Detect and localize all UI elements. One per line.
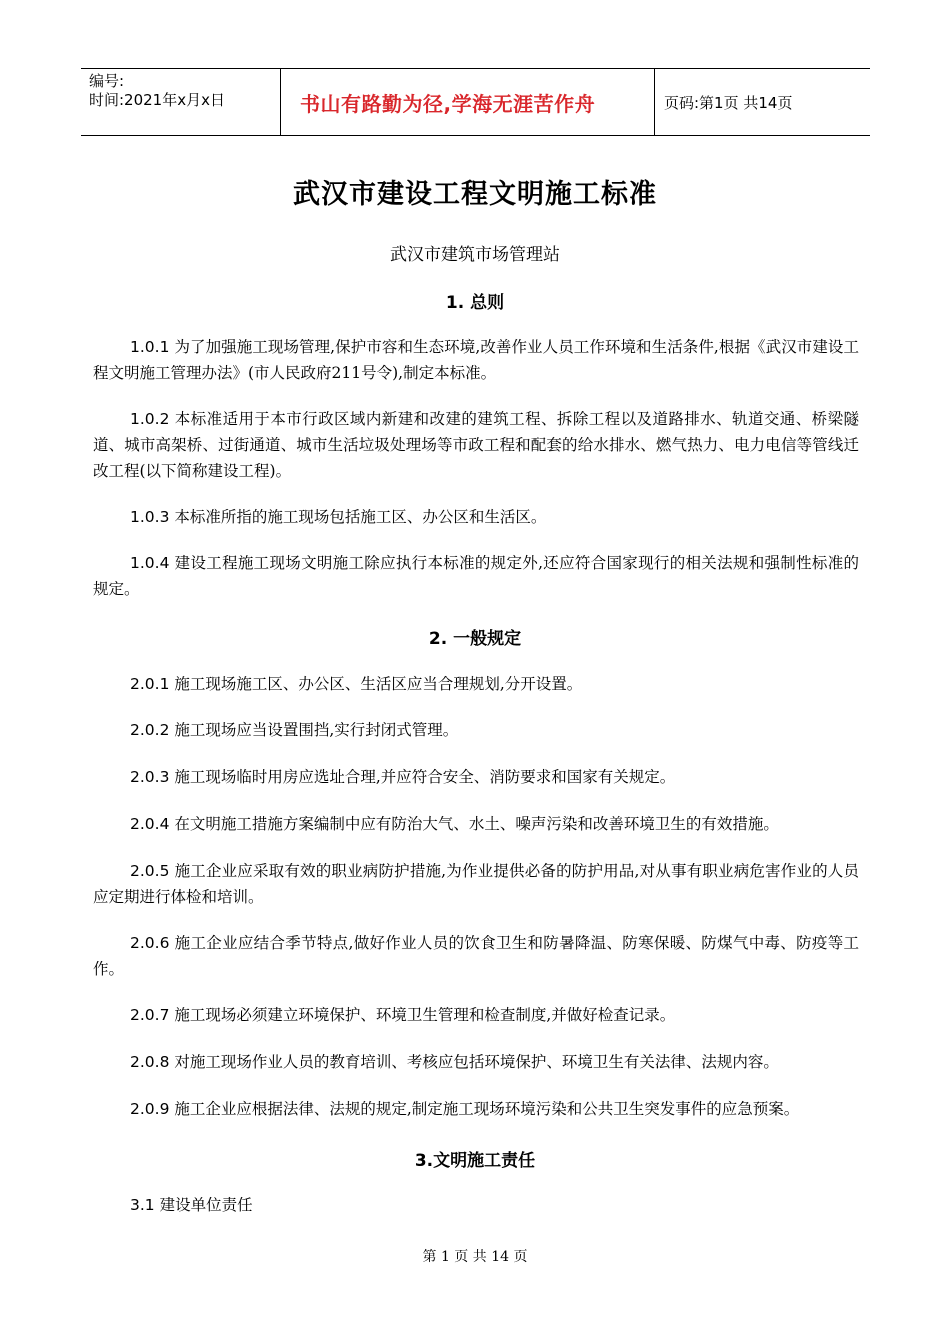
section-heading-2: 2. 一般规定 <box>428 629 522 649</box>
clause-text: 本标准适用于本市行政区域内新建和改建的建筑工程、拆除工程以及道路排水、轨道交通、桥梁隧道、城市高架桥、过街通道、城市生活垃圾处理场等市政工程和配套的给水排水、燃气热力、电力电信等管线迁改工程(以下简称建设工程)。 <box>93 410 859 480</box>
paragraph-1-0-1 <box>93 334 859 386</box>
clause-text: 施工现场应当设置围挡,实行封闭式管理。 <box>169 721 459 739</box>
clause-number: 2.0.6 <box>130 934 170 952</box>
paragraph-2-0-8 <box>93 1049 859 1075</box>
section-heading-3: 3.文明施工责任 <box>414 1151 536 1171</box>
paragraph-1-0-3 <box>93 504 859 530</box>
clause-text: 施工企业应结合季节特点,做好作业人员的饮食卫生和防暑降温、防寒保暖、防煤气中毒、防疫等工作。 <box>93 934 859 978</box>
time-label: 时间:2021年x月x日 <box>89 91 225 109</box>
clause-number: 2.0.2 <box>130 721 170 739</box>
paragraph-2-0-3 <box>93 764 859 790</box>
paragraph-2-0-9 <box>93 1096 859 1122</box>
paragraph-2-0-7 <box>93 1002 859 1028</box>
clause-text: 建设工程施工现场文明施工除应执行本标准的规定外,还应符合国家现行的相关法规和强制性标准的规定。 <box>93 554 859 598</box>
clause-text: 为了加强施工现场管理,保护市容和生态环境,改善作业人员工作环境和生活条件,根据《武汉市建设工程文明施工管理办法》(市人民政府211号令),制定本标准。 <box>93 338 859 382</box>
motto-text: 书山有路勤为径,学海无涯苦作舟 <box>300 91 596 116</box>
clause-number: 3.1 <box>130 1196 155 1214</box>
paragraph-3-1 <box>93 1192 859 1218</box>
page-info: 页码:第1页 共14页 <box>664 93 793 112</box>
page-header <box>81 68 870 136</box>
clause-text: 建设单位责任 <box>154 1196 253 1214</box>
number-label: 编号: <box>89 72 125 90</box>
paragraph-1-0-2 <box>93 406 859 484</box>
clause-number: 1.0.1 <box>130 338 170 356</box>
clause-text: 在文明施工措施方案编制中应有防治大气、水土、噪声污染和改善环境卫生的有效措施。 <box>169 815 779 833</box>
section-heading-1: 1. 总则 <box>445 293 505 313</box>
clause-number: 2.0.4 <box>130 815 170 833</box>
clause-text: 施工现场施工区、办公区、生活区应当合理规划,分开设置。 <box>169 675 583 693</box>
clause-text: 施工现场必须建立环境保护、环境卫生管理和检查制度,并做好检查记录。 <box>169 1006 676 1024</box>
clause-number: 2.0.3 <box>130 768 170 786</box>
document-title: 武汉市建设工程文明施工标准 <box>293 179 657 210</box>
clause-number: 1.0.2 <box>130 410 170 428</box>
page-footer: 第 1 页 共 14 页 <box>422 1249 528 1265</box>
clause-number: 2.0.7 <box>130 1006 170 1024</box>
document-subtitle: 武汉市建筑市场管理站 <box>390 245 560 265</box>
clause-text: 施工企业应根据法律、法规的规定,制定施工现场环境污染和公共卫生突发事件的应急预案。 <box>169 1100 800 1118</box>
clause-number: 1.0.3 <box>130 508 170 526</box>
clause-text: 施工现场临时用房应选址合理,并应符合安全、消防要求和国家有关规定。 <box>169 768 676 786</box>
clause-number: 2.0.1 <box>130 675 170 693</box>
clause-text: 施工企业应采取有效的职业病防护措施,为作业提供必备的防护用品,对从事有职业病危害作业的人员应定期进行体检和培训。 <box>93 862 859 906</box>
header-motto-cell <box>281 69 655 135</box>
paragraph-2-0-2 <box>93 717 859 743</box>
header-page-cell <box>655 69 870 135</box>
clause-number: 2.0.9 <box>130 1100 170 1118</box>
header-meta-cell <box>81 69 281 135</box>
paragraph-2-0-4 <box>93 811 859 837</box>
clause-number: 1.0.4 <box>130 554 170 572</box>
clause-text: 本标准所指的施工现场包括施工区、办公区和生活区。 <box>169 508 547 526</box>
paragraph-2-0-5 <box>93 858 859 910</box>
clause-number: 2.0.8 <box>130 1053 170 1071</box>
clause-text: 对施工现场作业人员的教育培训、考核应包括环境保护、环境卫生有关法律、法规内容。 <box>169 1053 779 1071</box>
paragraph-1-0-4 <box>93 550 859 602</box>
paragraph-2-0-6 <box>93 930 859 982</box>
clause-number: 2.0.5 <box>130 862 170 880</box>
paragraph-2-0-1 <box>93 671 859 697</box>
